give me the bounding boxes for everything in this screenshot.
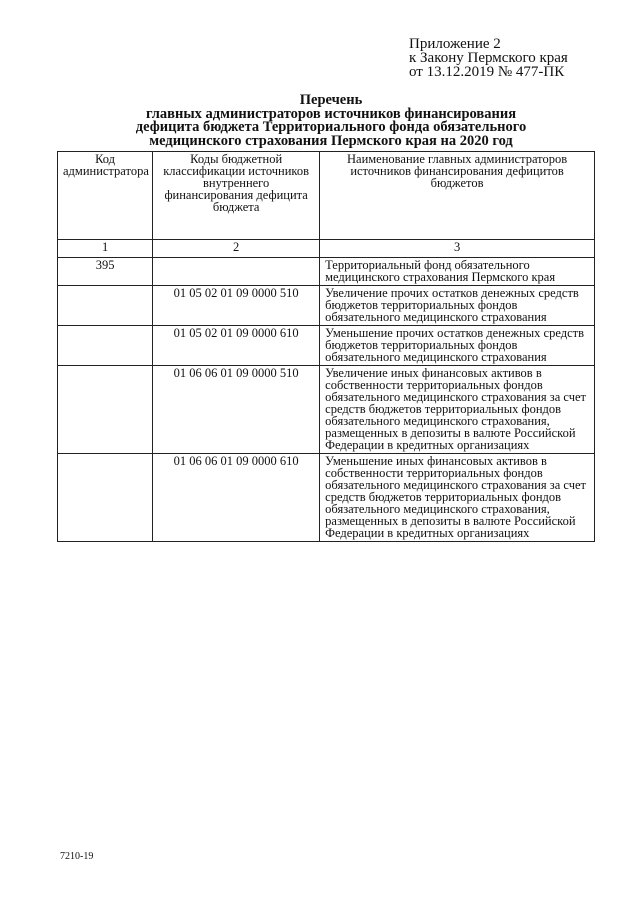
table-row	[58, 286, 595, 326]
table-header-row	[58, 152, 595, 240]
title-line-2: главных администраторов источников финансирования	[145, 105, 517, 122]
admin-name-cell: Увеличение прочих остатков денежных средств бюджетов территориальных фондов обязательного медицинского страхования	[320, 286, 595, 326]
document-number: 7210-19	[60, 851, 94, 862]
column-number: 2	[153, 240, 320, 258]
admin-name-cell: Увеличение иных финансовых активов в собственности территориальных фондов обязательного медицинского страхования за счет средств бюджетов территориальных фондов обязательного медицинского страхования, размещенных в депозиты в валюте Российской Федерации в кредитных организациях	[320, 366, 595, 454]
budget-code-cell: 01 06 06 01 09 0000 610	[153, 454, 320, 542]
budget-code-cell: 01 06 06 01 09 0000 510	[153, 366, 320, 454]
column-number: 3	[320, 240, 595, 258]
admin-code-cell	[58, 326, 153, 366]
table-row	[58, 366, 595, 454]
admin-name-cell: Уменьшение иных финансовых активов в собственности территориальных фондов обязательного медицинского страхования за счет средств бюджетов территориальных фондов обязательного медицинского страхования, размещенных в депозиты в валюте Российской Федерации в кредитных организациях	[320, 454, 595, 542]
admin-name-cell: Уменьшение прочих остатков денежных средств бюджетов территориальных фондов обязательного медицинского страхования	[320, 326, 595, 366]
admin-code-cell: 395	[58, 258, 153, 286]
budget-code-cell: 01 05 02 01 09 0000 510	[153, 286, 320, 326]
budget-code-cell	[153, 258, 320, 286]
admin-code-cell	[58, 286, 153, 326]
column-numbers-row	[58, 240, 595, 258]
table-row	[58, 454, 595, 542]
header-admin-code: Код администратора	[58, 152, 153, 240]
appendix-header	[409, 37, 609, 79]
column-number: 1	[58, 240, 153, 258]
title-line-1: Перечень	[299, 92, 363, 108]
table-row	[58, 258, 595, 286]
administrators-table	[57, 151, 595, 542]
header-admin-name: Наименование главных администраторов источников финансирования дефицитов бюджетов	[320, 152, 595, 240]
budget-code-cell: 01 05 02 01 09 0000 610	[153, 326, 320, 366]
title-line-3: дефицита бюджета Территориального фонда обязательного	[135, 119, 527, 135]
appendix-law-date: от 13.12.2019 № 477-ПК	[409, 64, 565, 80]
appendix-title: Приложение 2	[409, 36, 501, 52]
admin-code-cell	[58, 366, 153, 454]
admin-code-cell	[58, 454, 153, 542]
table-row	[58, 326, 595, 366]
appendix-law-ref: к Закону Пермского края	[409, 50, 568, 66]
document-title	[60, 94, 602, 148]
admin-name-cell: Территориальный фонд обязательного медицинского страхования Пермского края	[320, 258, 595, 286]
title-line-4: медицинского страхования Пермского края на 2020 год	[149, 132, 513, 149]
header-budget-codes: Коды бюджетной классификации источников внутреннего финансирования дефицита бюджета	[153, 152, 320, 240]
